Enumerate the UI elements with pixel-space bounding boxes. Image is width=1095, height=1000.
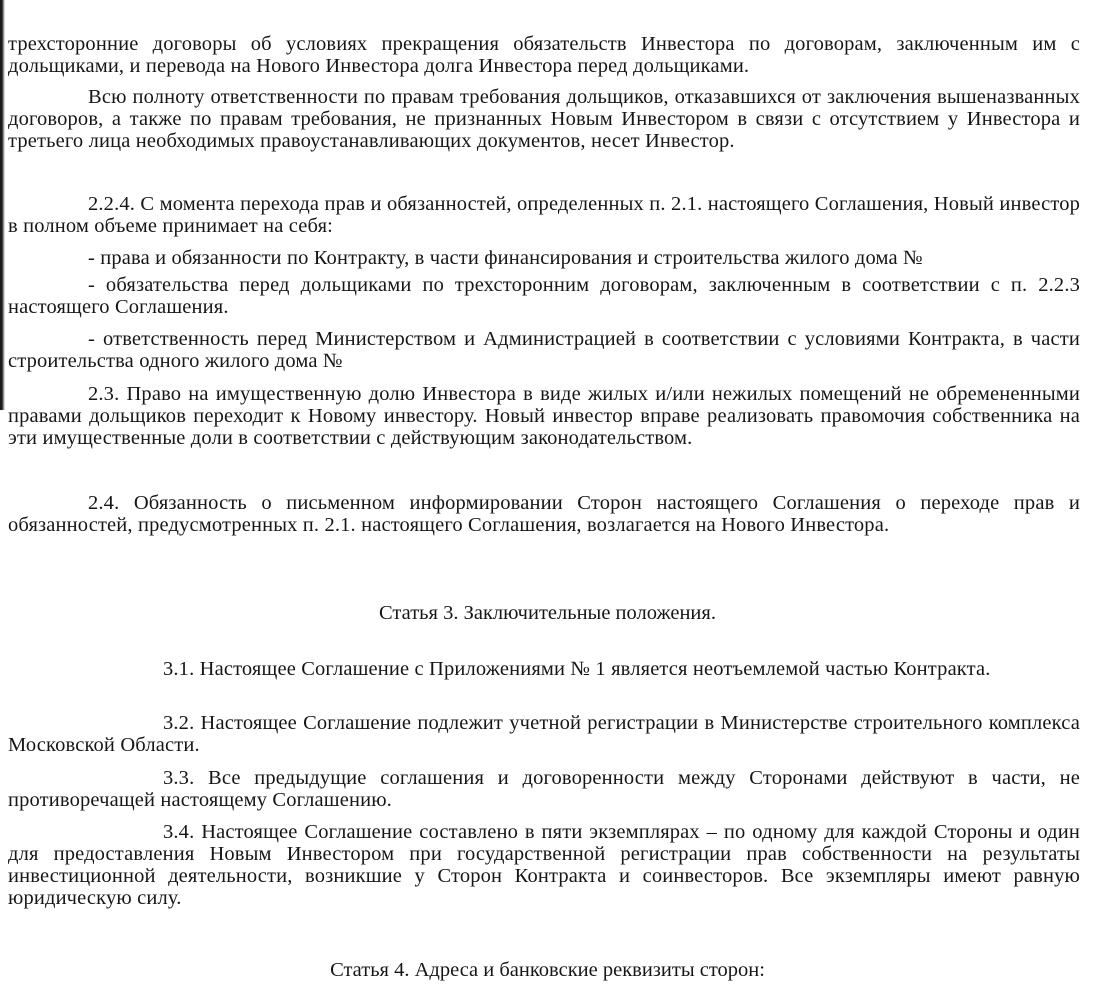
paragraph-2-3: 2.3. Право на имущественную долю Инвестора в виде жилых и/или нежилых помещений не обремененными правами дольщиков переходит к Новому инвестору. Новый инвестор вправе реализовать правомочия собственника на эти имущественные доли в соответствии с действующим законодательством. bbox=[8, 383, 1080, 449]
list-item-obligations: - обязательства перед дольщиками по трехсторонним договорам, заключенным в соответствии с п. 2.2.3 настоящего Соглашения. bbox=[8, 274, 1080, 318]
paragraph-2-4: 2.4. Обязанность о письменном информировании Сторон настоящего Соглашения о переходе прав и обязанностей, предусмотренных п. 2.1. настоящего Соглашения, возлагается на Нового Инвестора. bbox=[8, 492, 1080, 536]
list-item-responsibility: - ответственность перед Министерством и Администрацией в соответствии с условиями Контракта, в части строительства одного жилого дома № bbox=[8, 328, 1080, 372]
paragraph-3-2: 3.2. Настоящее Соглашение подлежит учетной регистрации в Министерстве строительного комплекса Московской Области. bbox=[8, 712, 1080, 756]
paragraph-3-3: 3.3. Все предыдущие соглашения и договоренности между Сторонами действуют в части, не противоречащей настоящему Соглашению. bbox=[8, 767, 1080, 811]
section-heading-article-4: Статья 4. Адреса и банковские реквизиты сторон: bbox=[330, 959, 765, 981]
list-item-rights: - права и обязанности по Контракту, в части финансирования и строительства жилого дома № bbox=[88, 247, 923, 269]
paragraph-3-4: 3.4. Настоящее Соглашение составлено в пяти экземплярах – по одному для каждой Стороны и один для предоставления Новым Инвестором при государственной регистрации прав собственности на результаты инвестиционной деятельности, возникшие у Сторон Контракта и соинвесторов. Все экземпляры имеют равную юридическую силу. bbox=[8, 821, 1080, 909]
paragraph-2-2-4: 2.2.4. С момента перехода прав и обязанностей, определенных п. 2.1. настоящего Соглашения, Новый инвестор в полном объеме принимает на себя: bbox=[8, 193, 1080, 237]
paragraph-3-1: 3.1. Настоящее Соглашение с Приложениями № 1 является неотъемлемой частью Контракта. bbox=[163, 658, 991, 680]
paragraph-liability: Всю полноту ответственности по правам требования дольщиков, отказавшихся от заключения вышеназванных договоров, а также по правам требования, не признанных Новым Инвестором в связи с отсутствием у Инвестора и третьего лица необходимых правоустанавливающих документов, несет Инвестор. bbox=[8, 86, 1080, 152]
section-heading-article-3: Статья 3. Заключительные положения. bbox=[379, 602, 716, 624]
paragraph-continuation: трехсторонние договоры об условиях прекращения обязательств Инвестора по договорам, заключенным им с дольщиками, и перевода на Нового Инвестора долга Инвестора перед дольщиками. bbox=[8, 33, 1080, 77]
scan-edge-mark bbox=[0, 0, 5, 410]
